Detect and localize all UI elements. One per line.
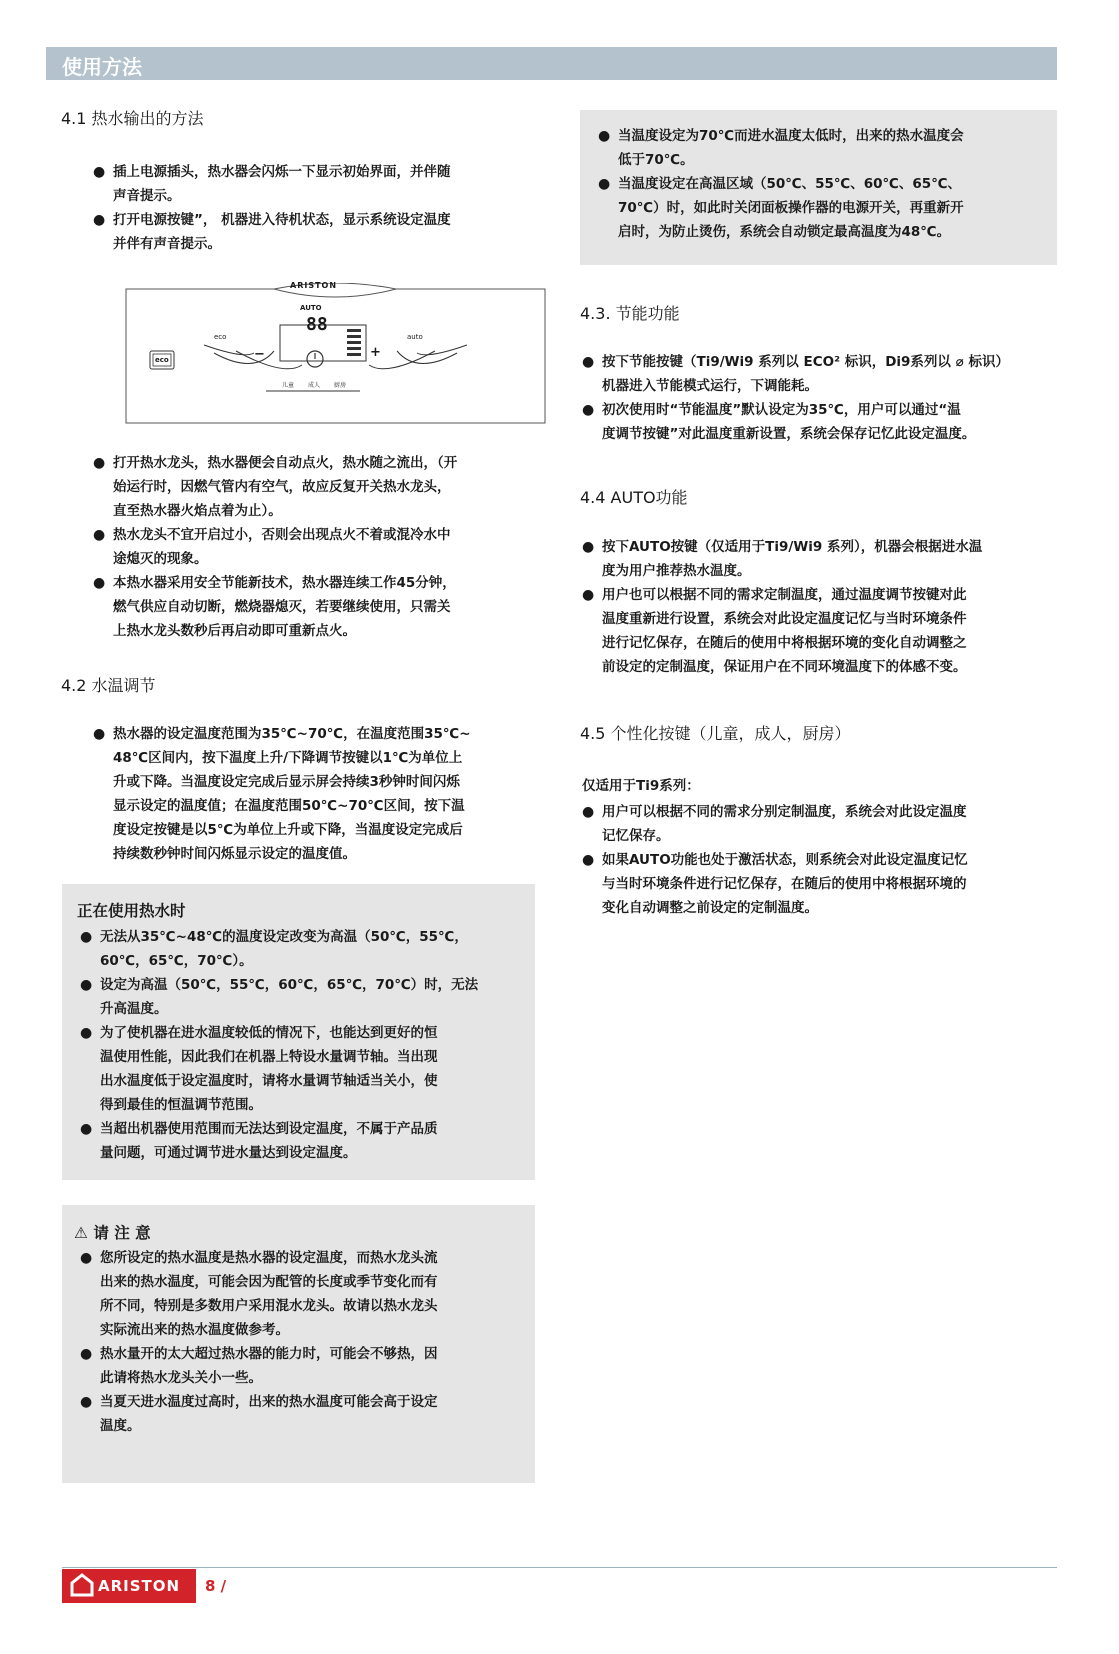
- bullet-icon: ●: [93, 212, 106, 228]
- text-line: 温度。: [100, 1418, 141, 1434]
- bullet-icon: ●: [93, 575, 106, 591]
- text-line: 启时，为防止烫伤，系统会自动锁定最高温度为48℃。: [618, 224, 951, 240]
- bullet-icon: ●: [598, 176, 611, 192]
- text-line: 用户可以根据不同的需求分别定制温度，系统会对此设定温度: [602, 804, 967, 820]
- text-line: 前设定的定制温度，保证用户在不同环境温度下的体感不变。: [602, 659, 967, 675]
- bullet-icon: ●: [582, 804, 595, 820]
- bullet-icon: ●: [93, 726, 106, 742]
- panel-brand: ARISTON: [290, 281, 338, 290]
- text-line: 热水器的设定温度范围为35℃~70℃，在温度范围35℃~: [113, 726, 471, 742]
- text-line: 途熄灭的现象。: [113, 551, 208, 567]
- brand-logo-text: ARISTON: [98, 1577, 181, 1595]
- warning-icon: ⚠: [74, 1224, 88, 1242]
- bullet-icon: ●: [80, 1121, 93, 1137]
- page-number: 8 /: [205, 1577, 227, 1595]
- text-line: 度调节按键”对此温度重新设置，系统会保存记忆此设定温度。: [602, 426, 976, 442]
- text-line: 上热水龙头数秒后再启动即可重新点火。: [113, 623, 356, 639]
- text-line: 燃气供应自动切断，燃烧器熄灭，若要继续使用，只需关: [113, 599, 451, 615]
- bullet-icon: ●: [93, 527, 106, 543]
- panel-mode-adult: 成人: [308, 382, 321, 389]
- text-line: 无法从35℃~48℃的温度设定改变为高温（50℃，55℃，: [100, 929, 468, 945]
- text-line: 70℃）时，如此时关闭面板操作器的电源开关，再重新开: [618, 200, 964, 216]
- text-line: 升或下降。当温度设定完成后显示屏会持续3秒钟时间闪烁: [113, 774, 460, 790]
- bullet-icon: ●: [80, 977, 93, 993]
- text-line: 打开电源按键”， 机器进入待机状态，显示系统设定温度: [113, 212, 451, 228]
- bullet-icon: ●: [582, 852, 595, 868]
- text-line: 用户也可以根据不同的需求定制温度，通过温度调节按键对此: [602, 587, 967, 603]
- control-panel-illustration: [124, 283, 547, 425]
- text-line: 当超出机器使用范围而无法达到设定温度，不属于产品质: [100, 1121, 438, 1137]
- section-4-5-title: 4.5 个性化按键（儿童，成人，厨房）: [580, 724, 851, 743]
- text-line: 60℃，65℃，70℃）。: [100, 953, 253, 969]
- bullet-icon: ●: [80, 1346, 93, 1362]
- section-4-1-title: 4.1 热水输出的方法: [61, 109, 204, 128]
- brand-logo: [62, 1569, 196, 1603]
- panel-eco-label: eco: [214, 333, 227, 341]
- text-line: 度设定按键是以5℃为单位上升或下降，当温度设定完成后: [113, 822, 463, 838]
- text-line: 显示设定的温度值；在温度范围50℃~70℃区间，按下温: [113, 798, 465, 814]
- panel-eco-button: eco: [155, 356, 169, 364]
- text-line: 本热水器采用安全节能新技术，热水器连续工作45分钟，: [113, 575, 456, 591]
- section-header: [46, 47, 1057, 80]
- text-line: 您所设定的热水温度是热水器的设定温度，而热水龙头流: [100, 1250, 438, 1266]
- header-title: 使用方法: [62, 55, 142, 79]
- text-line: 当温度设定在高温区域（50℃、55℃、60℃、65℃、: [618, 176, 962, 192]
- section-4-4-title: 4.4 AUTO功能: [580, 488, 688, 507]
- bullet-icon: ●: [582, 354, 595, 370]
- text-line: 进行记忆保存，在随后的使用中将根据环境的变化自动调整之: [602, 635, 967, 651]
- bullet-icon: ●: [93, 164, 106, 180]
- text-line: 当夏天进水温度过高时，出来的热水温度可能会高于设定: [100, 1394, 438, 1410]
- text-line: 实际流出来的热水温度做参考。: [100, 1322, 289, 1338]
- text-line: 与当时环境条件进行记忆保存，在随后的使用中将根据环境的: [602, 876, 967, 892]
- panel-drawing: [124, 283, 547, 425]
- bullet-icon: ●: [80, 1250, 93, 1266]
- text-line: 声音提示。: [113, 188, 181, 204]
- panel-digits: 88: [306, 314, 328, 335]
- text-line: 升高温度。: [100, 1001, 168, 1017]
- text-line: 持续数秒钟时间闪烁显示设定的温度值。: [113, 846, 356, 862]
- text-line: 出水温度低于设定温度时，请将水量调节轴适当关小，使: [100, 1073, 438, 1089]
- text-line: 量问题，可通过调节进水量达到设定温度。: [100, 1145, 357, 1161]
- text-line: 设定为高温（50℃，55℃，60℃，65℃，70℃）时，无法: [100, 977, 479, 993]
- text-line: 机器进入节能模式运行，下调能耗。: [602, 378, 818, 394]
- bullet-icon: ●: [80, 929, 93, 945]
- text-line: 为了使机器在进水温度较低的情况下，也能达到更好的恒: [100, 1025, 438, 1041]
- text-line: 并伴有声音提示。: [113, 236, 221, 252]
- caution-box: [62, 1205, 535, 1483]
- text-line: 度为用户推荐热水温度。: [602, 563, 751, 579]
- bullet-icon: ●: [80, 1025, 93, 1041]
- applicability-note: 仅适用于Ti9系列：: [582, 778, 700, 794]
- box-title: 正在使用热水时: [77, 902, 186, 920]
- panel-plus-button: +: [370, 345, 381, 360]
- text-line: 得到最佳的恒温调节范围。: [100, 1097, 262, 1113]
- text-line: 出来的热水温度，可能会因为配管的长度或季节变化而有: [100, 1274, 438, 1290]
- text-line: 温使用性能，因此我们在机器上特设水量调节轴。当出现: [100, 1049, 438, 1065]
- text-line: 温度重新进行设置，系统会对此设定温度记忆与当时环境条件: [602, 611, 967, 627]
- bullet-icon: ●: [582, 587, 595, 603]
- text-line: 初次使用时“节能温度”默认设定为35℃，用户可以通过“温: [602, 402, 961, 418]
- text-line: 记忆保存。: [602, 828, 670, 844]
- text-line: 直至热水器火焰点着为止）。: [113, 503, 282, 519]
- section-4-2-title: 4.2 水温调节: [61, 676, 156, 695]
- bullet-icon: ●: [582, 402, 595, 418]
- bullet-icon: ●: [582, 539, 595, 555]
- text-line: 当温度设定为70℃而进水温度太低时，出来的热水温度会: [618, 128, 964, 144]
- panel-minus-button: −: [254, 347, 265, 362]
- text-line: 如果AUTO功能也处于激活状态，则系统会对此设定温度记忆: [602, 852, 968, 868]
- text-line: 48℃区间内，按下温度上升/下降调节按键以1℃为单位上: [113, 750, 463, 766]
- bullet-icon: ●: [598, 128, 611, 144]
- bullet-icon: ●: [93, 455, 106, 471]
- text-line: 热水龙头不宜开启过小，否则会出现点火不着或混冷水中: [113, 527, 451, 543]
- text-line: 插上电源插头，热水器会闪烁一下显示初始界面，并伴随: [113, 164, 451, 180]
- section-4-3-title: 4.3. 节能功能: [580, 304, 680, 323]
- panel-auto-indicator: AUTO: [300, 304, 322, 312]
- text-line: 打开热水龙头，热水器便会自动点火，热水随之流出，（开: [113, 455, 458, 471]
- text-line: 所不同，特别是多数用户采用混水龙头。故请以热水龙头: [100, 1298, 438, 1314]
- text-line: 始运行时，因燃气管内有空气，故应反复开关热水龙头，: [113, 479, 451, 495]
- text-line: 按下节能按键（Ti9/Wi9 系列以 ECO² 标识，Di9系列以 ⌀ 标识）: [602, 354, 1009, 370]
- panel-auto-label: auto: [407, 333, 423, 341]
- caution-title: ⚠ 请 注 意: [74, 1224, 151, 1242]
- text-line: 按下AUTO按键（仅适用于Ti9/Wi9 系列），机器会根据进水温: [602, 539, 983, 555]
- text-line: 低于70℃。: [618, 152, 694, 168]
- text-line: 变化自动调整之前设定的定制温度。: [602, 900, 818, 916]
- panel-mode-kitchen: 厨房: [334, 382, 347, 389]
- footer-divider: [62, 1567, 1057, 1568]
- bullet-icon: ●: [80, 1394, 93, 1410]
- panel-mode-child: 儿童: [282, 382, 295, 389]
- house-icon: [68, 1569, 98, 1603]
- high-temp-note-box: [580, 110, 1057, 265]
- text-line: 此请将热水龙头关小一些。: [100, 1370, 262, 1386]
- text-line: 热水量开的太大超过热水器的能力时，可能会不够热，因: [100, 1346, 438, 1362]
- using-hot-water-box: [62, 884, 535, 1180]
